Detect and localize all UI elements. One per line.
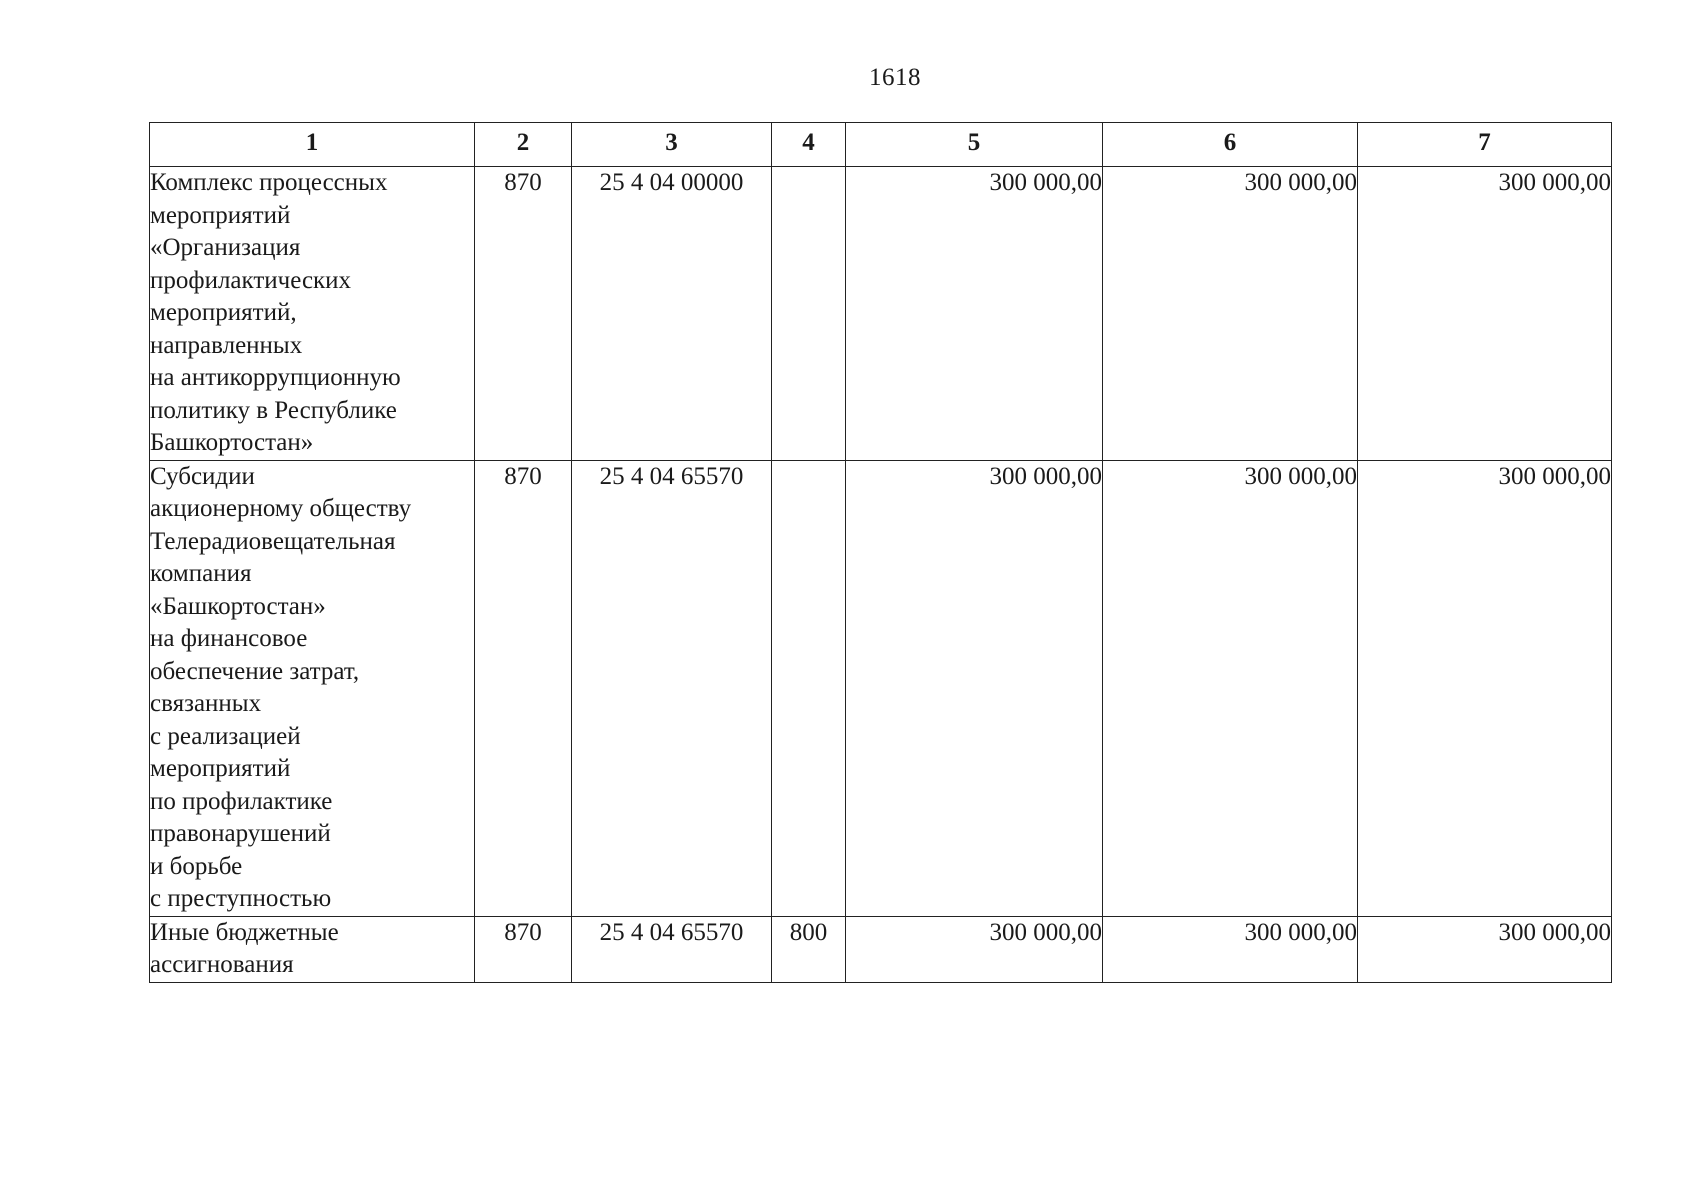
row-name-cell <box>150 167 475 461</box>
amount-cell-col6: 300 000,00 <box>1103 460 1358 916</box>
table-row <box>150 460 1612 916</box>
row-name-line: с преступностью <box>150 885 332 912</box>
row-name-line: Башкортостан» <box>150 429 314 456</box>
target-article-cell: 25 4 04 65570 <box>572 460 772 916</box>
row-name-line: «Башкортостан» <box>150 592 326 620</box>
amount-cell-col5: 300 000,00 <box>846 167 1103 461</box>
row-name-line: Телерадиовещательная <box>150 527 396 555</box>
row-name-cell <box>150 916 475 982</box>
column-header: 4 <box>772 123 846 167</box>
amount-cell-col7: 300 000,00 <box>1358 460 1612 916</box>
row-name-line: с реализацией <box>150 722 301 750</box>
row-name-line: мероприятий <box>150 755 291 782</box>
column-header: 1 <box>150 123 475 167</box>
row-name-line: на антикоррупционную <box>150 364 401 391</box>
row-name-line: мероприятий, <box>150 299 297 326</box>
row-name-line: компания <box>150 560 252 587</box>
row-name-line: «Организация <box>150 234 301 261</box>
expense-type-cell: 800 <box>772 916 846 982</box>
row-name-line: профилактических <box>150 266 352 294</box>
column-header: 5 <box>846 123 1103 167</box>
table-row <box>150 167 1612 461</box>
amount-cell-col6: 300 000,00 <box>1103 167 1358 461</box>
column-header: 6 <box>1103 123 1358 167</box>
amount-cell-col5: 300 000,00 <box>846 460 1103 916</box>
row-name-line: акционерному обществу <box>150 495 412 522</box>
expense-type-cell <box>772 460 846 916</box>
row-name-line: по профилактике <box>150 787 333 815</box>
row-name-line: связанных <box>150 690 262 717</box>
row-name-line: направленных <box>150 331 303 359</box>
row-name-line: ассигнования <box>150 951 294 978</box>
ministry-code-cell: 870 <box>475 916 572 982</box>
row-name-line: политику в Республике <box>150 396 397 424</box>
row-name-line: правонарушений <box>150 820 331 847</box>
amount-cell-col5: 300 000,00 <box>846 916 1103 982</box>
column-header: 7 <box>1358 123 1612 167</box>
row-name-line: обеспечение затрат, <box>150 657 360 685</box>
row-name-line: Комплекс процессных <box>150 169 388 196</box>
amount-cell-col7: 300 000,00 <box>1358 167 1612 461</box>
table-header-row <box>150 123 1612 167</box>
row-name-line: Субсидии <box>150 462 255 490</box>
row-name-line: на финансовое <box>150 625 308 652</box>
ministry-code-cell: 870 <box>475 460 572 916</box>
column-header: 3 <box>572 123 772 167</box>
budget-table <box>149 122 1612 983</box>
target-article-cell: 25 4 04 65570 <box>572 916 772 982</box>
row-name-cell <box>150 460 475 916</box>
ministry-code-cell: 870 <box>475 167 572 461</box>
page-number: 1618 <box>869 64 921 91</box>
amount-cell-col7: 300 000,00 <box>1358 916 1612 982</box>
target-article-cell: 25 4 04 00000 <box>572 167 772 461</box>
row-name-line: Иные бюджетные <box>150 918 339 946</box>
table-row <box>150 916 1612 982</box>
column-header: 2 <box>475 123 572 167</box>
row-name-line: и борьбе <box>150 852 243 880</box>
expense-type-cell <box>772 167 846 461</box>
row-name-line: мероприятий <box>150 201 291 229</box>
amount-cell-col6: 300 000,00 <box>1103 916 1358 982</box>
